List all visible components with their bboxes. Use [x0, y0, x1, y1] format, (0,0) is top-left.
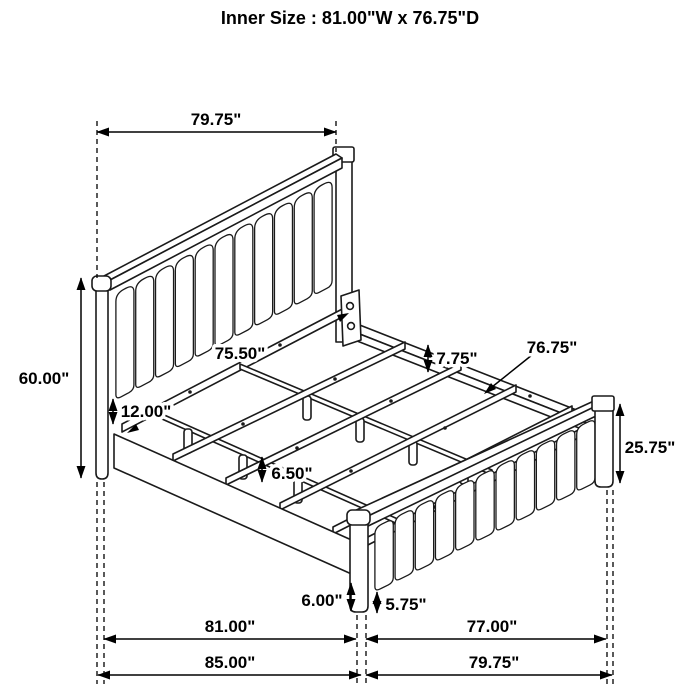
- dim-headboard-height-label: 60.00": [18, 369, 70, 388]
- dim-overall-depth: [366, 653, 612, 675]
- dim-inner-depth-label: 76.75": [526, 338, 578, 357]
- dim-overall-width: [98, 653, 361, 675]
- dim-headboard-clearance: [113, 399, 171, 424]
- bed-frame-drawing: [92, 147, 614, 612]
- footboard-far-post: [595, 410, 613, 487]
- upholstery-channel: [255, 214, 273, 325]
- diagram-title: Inner Size : 81.00"W x 76.75"D: [220, 8, 480, 28]
- headboard-rail-cap: [92, 276, 111, 291]
- dim-side-rail-height-label: 7.75": [436, 349, 478, 368]
- dim-overall-width-label: 85.00": [204, 653, 256, 672]
- upholstery-channel: [175, 255, 193, 366]
- upholstery-channel: [557, 431, 575, 500]
- dim-footboard-height-label: 25.75": [624, 438, 676, 457]
- dim-footboard-leg-height-label: 5.75": [385, 595, 427, 614]
- upholstery-channel: [314, 182, 332, 293]
- dim-inner-width-label: 81.00": [204, 617, 256, 636]
- dim-headboard-width-label: 79.75": [190, 110, 242, 129]
- upholstery-channel: [274, 203, 292, 314]
- upholstery-channel: [536, 441, 554, 510]
- upholstery-channel: [435, 491, 453, 560]
- upholstery-channel: [294, 193, 312, 304]
- upholstery-channel: [456, 481, 474, 550]
- dim-footboard-span: [366, 617, 606, 639]
- upholstery-channel: [415, 501, 433, 570]
- side-rail-near: [114, 434, 356, 576]
- headboard-left-post: [96, 288, 108, 479]
- upholstery-channel: [235, 224, 253, 335]
- upholstery-channel: [516, 451, 534, 520]
- headboard: [92, 154, 342, 479]
- upholstery-channel: [375, 521, 393, 590]
- footboard-near-leg: [350, 524, 368, 612]
- dim-rail-floor-clearance-label: 6.00": [301, 591, 343, 610]
- upholstery-channel: [476, 471, 494, 540]
- dim-footboard-span-label: 77.00": [466, 617, 518, 636]
- dim-slat-inner-width-label: 75.50": [214, 344, 266, 363]
- dim-inner-width: [104, 617, 356, 639]
- upholstery-channel: [195, 245, 213, 356]
- upholstery-channel: [395, 511, 413, 580]
- upholstery-channel: [136, 276, 154, 387]
- upholstery-channel: [116, 287, 134, 398]
- dim-rail-floor-clearance: [301, 583, 351, 611]
- upholstery-channel: [156, 266, 174, 377]
- upholstery-channel: [577, 421, 595, 490]
- dim-headboard-height: [19, 278, 81, 478]
- dim-footboard-height: [620, 404, 675, 483]
- dim-headboard-clearance-label: 12.00": [120, 402, 172, 421]
- upholstery-channel: [215, 235, 233, 346]
- upholstery-channel: [496, 461, 514, 530]
- dim-overall-depth-label: 79.75": [468, 653, 520, 672]
- dim-footboard-leg-height: [377, 592, 427, 614]
- dim-support-leg-height-label: 6.50": [271, 464, 313, 483]
